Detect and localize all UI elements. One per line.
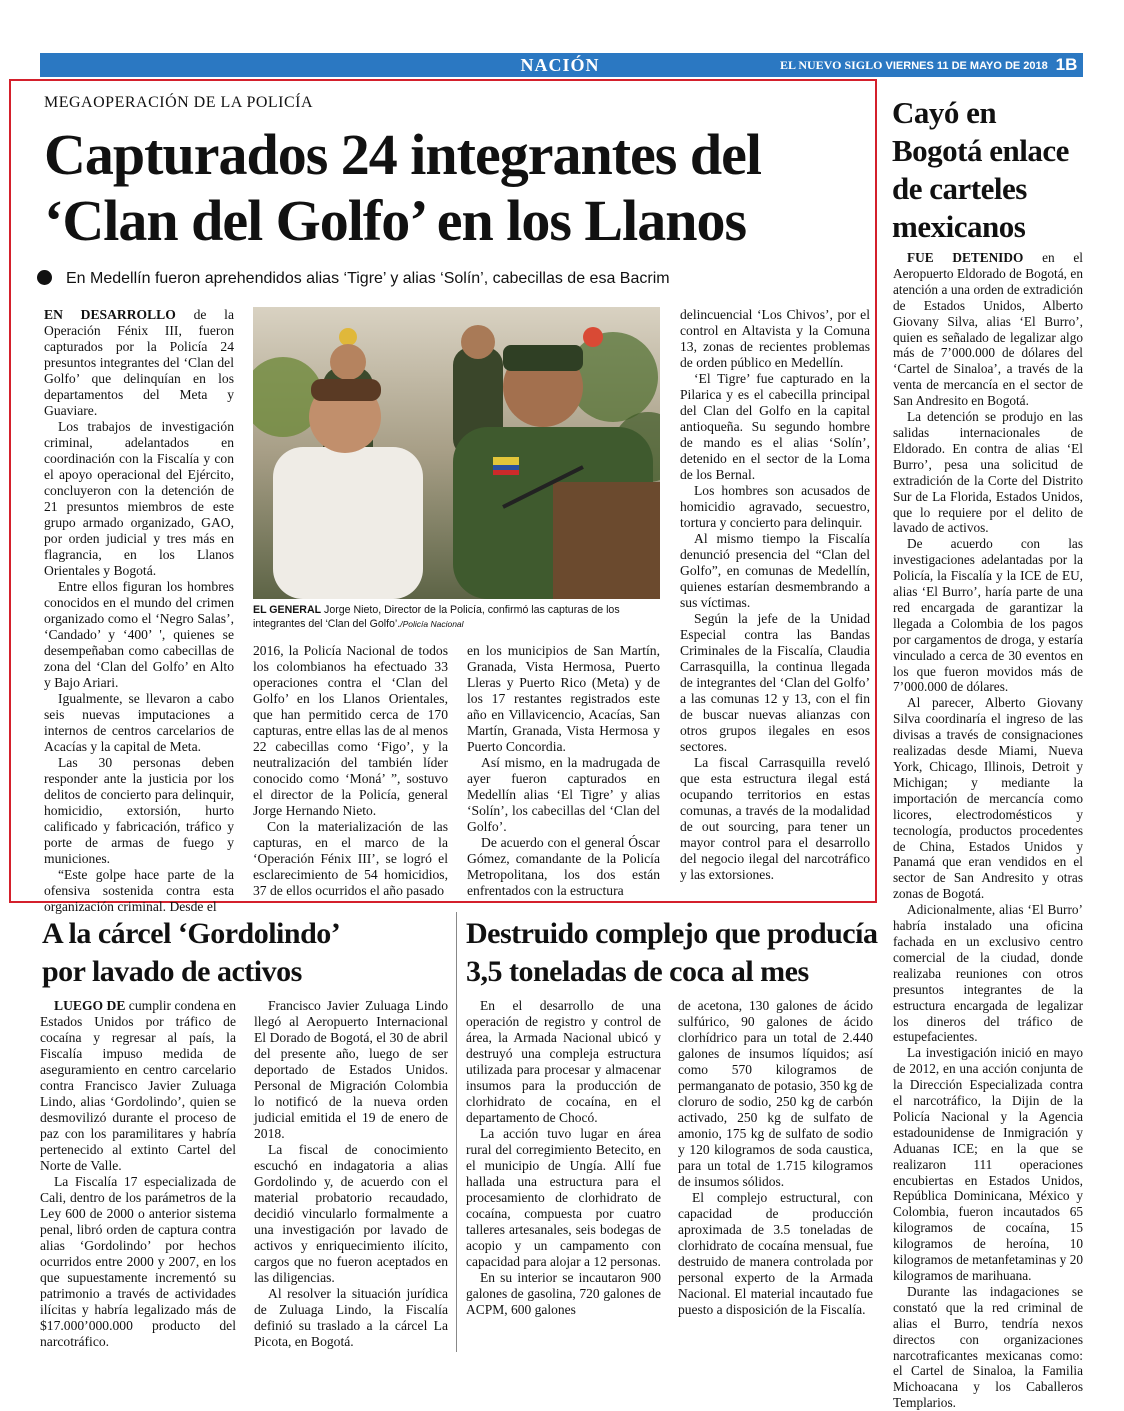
paragraph: Al parecer, Alberto Giovany Silva coordinaría el ingreso de las divisas a través de consignaciones realizadas desde Miami, Nueva York, Chicago, Illinois, Detroit y Michigan; y mediante la importación de mercancía como licores, electrodomésticos y tecnología, productos procedentes de China, Estados Unidos y Panamá que eran vendidos en el sector de San Andresito y otras zonas de Bogotá. xyxy=(893,695,1083,902)
paragraph: La Fiscalía 17 especializada de Cali, dentro de los parámetros de la Ley 600 de 2000 o anterior sistema penal, libró orden de captura contra alias ‘Gordolindo’ por hechos ocurridos entre 2000 y 2007, en los que supuestamente incrementó su patrimonio a través de actividades ilícitas y habría legalizado más de $17.000’000.000 producto del narcotráfico. xyxy=(40,1174,236,1349)
paragraph: “Este golpe hace parte de la ofensiva sostenida contra esta organización criminal. Desde el xyxy=(44,867,234,914)
coca-column-2 xyxy=(678,998,873,1318)
paragraph: De acuerdo con las investigaciones adelantadas por la Policía, la Fiscalía y la ICE de EU, alias ‘El Burro’, haría parte de una red encargada de garantizar la llegada a Colombia de los pagos por cargamentos de droga, y estaría vinculado a cerca de 30 eventos en los que fueron movidos más de 7’000.000 de dólares. xyxy=(893,536,1083,695)
coca-headline: Destruido complejo que producía 3,5 toneladas de coca al mes xyxy=(466,917,878,988)
paragraph: 2016, la Policía Nacional de todos los colombianos ha efectuado 33 operaciones contra el ‘Clan del Golfo’ en los Llanos Orientales, que han permitido cerca de 170 capturas, entre ellas las de al menos 22 cabecillas como ‘Figo’, y la neutralización del también líder conocido como ‘Moná’ ”, sostuvo el director de la Policía, general Jorge Hernando Nieto. xyxy=(253,643,448,818)
paragraph: Al mismo tiempo la Fiscalía denunció presencia del “Clan del Golfo”, en comunas de Medellín, quienes estarían desmembrando a sus víctimas. xyxy=(680,531,870,610)
paragraph: Entre ellos figuran los hombres conocidos en el mundo del crimen organizado como el ‘Negro Salas’, ‘Candado’ y ‘400’ ', quienes se desempeñaban como cabecillas de zona del ‘Clan del Golfo’ en Alto y Bajo Ariari. xyxy=(44,579,234,690)
main-column-2 xyxy=(253,643,448,899)
paragraph: de acetona, 130 galones de ácido sulfúrico, 90 galones de ácido clorhídrico para un total de 2.440 galones de insumos líquidos; así como 570 kilogramos de permanganato de potasio, 350 kg de cloruro de sodio, 250 kg de carbón activado, 250 kg de sulfato de amonio, 175 kg de sulfato de sodio y 120 kilogramos de soda caustica, para un total de 1.715 kilogramos de insumos sólidos. xyxy=(678,998,873,1189)
main-deck-text: En Medellín fueron aprehendidos alias ‘Tigre’ y alias ‘Solín’, cabecillas de esa Bacrim xyxy=(66,270,670,287)
main-headline-line-2: ‘Clan del Golfo’ en los Llanos xyxy=(44,188,747,253)
caption-lead: EL GENERAL xyxy=(253,604,322,616)
paragraph: La fiscal de conocimiento escuchó en indagatoria a alias Gordolindo y, de acuerdo con el material probatorio recaudado, decidió vincularlo formalmente a una investigación por lavado de activos y enriquecimiento ilícito, cargos que no fueron aceptados en las diligencias. xyxy=(254,1142,448,1285)
gordolindo-headline: A la cárcel ‘Gordolindo’ por lavado de activos xyxy=(42,917,341,988)
column-divider xyxy=(456,912,457,1352)
publication-date: VIERNES 11 DE MAYO DE 2018 xyxy=(885,60,1048,72)
paragraph: En el desarrollo de una operación de registro y control de área, la Armada Nacional ubicó y destruyó una compleja estructura utilizada para procesar y almacenar insumos para la producción de clorhidrato de cocaína, en el departamento de Chocó. xyxy=(466,998,661,1125)
paragraph: La investigación inició en mayo de 2012, en una acción conjunta de la Dirección Especializada contra el narcotráfico, la Dijin de la Policía Nacional y la Agencia estadounidense de Inmigración y Aduanas ICE; en la que se realizaron 111 operaciones encubiertas en Estados Unidos, República Dominicana, México y Colombia, fueron incautados 65 kilogramos de cocaína, 15 kilogramos de heroína, 10 kilogramos de metanfetaminas y 20 kilogramos de marihuana. xyxy=(893,1045,1083,1283)
paragraph: delincuencial ‘Los Chivos’, por el control en Altavista y la Comuna 13, zonas de recientes problemas de orden público en Medellín. xyxy=(680,307,870,370)
main-kicker: MEGAOPERACIÓN DE LA POLICÍA xyxy=(44,94,314,111)
side-headline: Cayó en Bogotá enlace de carteles mexicanos xyxy=(892,95,1069,244)
paragraph: Los hombres son acusados de homicidio agravado, secuestro, tortura y concierto para delinquir. xyxy=(680,483,870,530)
section-name: NACIÓN xyxy=(520,55,600,75)
photo-credit: /Policía Nacional xyxy=(400,619,464,629)
main-headline xyxy=(44,122,864,254)
paragraph: EN DESARROLLO de la Operación Fénix III, fueron capturados por la Policía 24 presuntos integrantes del ‘Clan del Golfo’ que delinquían en los departamentos del Meta y Guaviare. xyxy=(44,307,234,418)
paragraph: Igualmente, se llevaron a cabo seis nuevas imputaciones a internos de centros carcelarios de Acacías y la capital de Meta. xyxy=(44,691,234,754)
paragraph: El complejo estructural, con capacidad de producción aproximada de 3.5 toneladas de clorhidrato de cocaína mensual, fue destruido de manera controlada por personal experto de la Armada Nacional. El material incautado fue puesto a disposición de la Fiscalía. xyxy=(678,1190,873,1317)
paragraph: Francisco Javier Zuluaga Lindo llegó al Aeropuerto Internacional El Dorado de Bogotá, el 30 de abril del presente año, luego de ser deportado de Estados Unidos. Personal de Migración Colombia lo notificó de la nueva orden judicial emitida el 19 de enero de 2018. xyxy=(254,998,448,1141)
paragraph: Los trabajos de investigación criminal, adelantados en coordinación con la Fiscalía y con el apoyo operacional del Ejército, concluyeron con la detención de 21 presuntos miembros de este grupo armado organizado, GAO, por orden judicial y tres más en flagrancia, en los Llanos Orientales y Bogotá. xyxy=(44,419,234,578)
main-headline-line-1: Capturados 24 integrantes del xyxy=(44,122,761,187)
side-column xyxy=(893,250,1083,1411)
paragraph: FUE DETENIDO en el Aeropuerto Eldorado de Bogotá, en atención a una orden de extradición de Estados Unidos, Alberto Giovany Silva, alias ‘El Burro’, quien es señalado de legalizar algo más de 7’000.000 de dólares del ‘Cartel de Sinaloa’, a través de la venta de mercancía en el sector de San Andresito en Bogotá. xyxy=(893,250,1083,409)
paragraph: De acuerdo con el general Óscar Gómez, comandante de la Policía Metropolitana, los dos están enfrentados con la estructura xyxy=(467,835,660,898)
lead-word: FUE DETENIDO xyxy=(907,250,1024,265)
bullet-icon xyxy=(37,270,52,285)
coca-column-1 xyxy=(466,998,661,1318)
gordolindo-column-1 xyxy=(40,998,236,1350)
caption-text: Jorge Nieto, Director de la Policía, confirmó las capturas de los integrantes del ‘Clan del Golfo’. xyxy=(253,604,620,630)
paragraph: Según la jefe de la Unidad Especial contra las Bandas Criminales de la Fiscalía, Claudia Carrasquilla, la continua llegada de integrantes del ‘Clan del Golfo’ a las comunas 12 y 13, con el fin de buscar nuevas alianzas con otros grupos ilegales en esos sectores. xyxy=(680,611,870,754)
paragraph: ‘El Tigre’ fue capturado en la Pilarica y es el cabecilla principal del Clan del Golfo en la capital antioqueña. Su segundo hombre de mando es el alias ‘Solín’, detenido en el sector de la Loma de los Bernal. xyxy=(680,371,870,482)
publication-name: EL NUEVO SIGLO xyxy=(780,58,883,72)
main-column-4 xyxy=(680,307,870,883)
page-number: 1B xyxy=(1055,55,1078,74)
paragraph: En su interior se incautaron 900 galones de gasolina, 720 galones de ACPM, 600 galones xyxy=(466,1270,661,1317)
gordolindo-column-2 xyxy=(254,998,448,1350)
paragraph: Las 30 personas deben responder ante la justicia por los delitos de concierto para delinquir, homicidio, extorsión, hurto calificado y fabricación, tráfico y porte de armas de fuego y municiones. xyxy=(44,755,234,866)
paragraph: La acción tuvo lugar en área rural del corregimiento Betecito, en el municipio de Ungía. Allí fue hallada una estructura para el procesamiento de clorhidrato de cocaína, compuesta por cuatro talleres artesanales, seis bodegas de acopio y un campamento con capacidad para alojar a 12 personas. xyxy=(466,1126,661,1269)
paragraph: Adicionalmente, alias ‘El Burro’ habría instalado una oficina fachada en un exclusivo centro comercial de la ciudad, donde realizaba reuniones con otros presuntos integrantes de la estructura encargada de legalizar los dineros del tráfico de estupefacientes. xyxy=(893,902,1083,1045)
main-deck xyxy=(37,270,867,288)
paragraph: Con la materialización de las capturas, en el marco de la ‘Operación Fénix III’, se logró el esclarecimiento de 54 homicidios, 37 de ellos ocurridos el año pasado xyxy=(253,819,448,898)
lead-word: LUEGO DE xyxy=(54,998,126,1013)
police-press-photo xyxy=(253,307,660,599)
photo-illustration xyxy=(253,307,660,599)
paragraph: La fiscal Carrasquilla reveló que esta estructura ilegal está ocupando territorios en estas comunas, a través de la modalidad de out sourcing, para tener un mayor control para el desarrollo del negocio ilegal del narcotráfico y las extorsiones. xyxy=(680,755,870,882)
photo-caption xyxy=(253,603,663,631)
paragraph: Durante las indagaciones se constató que la red criminal de alias el Burro, tendría nexos directos con organizaciones narcotraficantes mexicanas como: el Cartel de Sinaloa, la Familia Michoacana y los Caballeros Templarios. xyxy=(893,1283,1083,1411)
paragraph: Así mismo, en la madrugada de ayer fueron capturados en Medellín alias ‘El Tigre’ y alias ‘Solín’, los cabecillas del ‘Clan del Golfo’. xyxy=(467,755,660,834)
paragraph: Al resolver la situación jurídica de Zuluaga Lindo, la Fiscalía definió su traslado a la cárcel La Picota, en Bogotá. xyxy=(254,1286,448,1349)
paragraph: La detención se produjo en las salidas internacionales de Eldorado. En contra de alias ‘El Burro’, pesa una solicitud de extradición de la Corte del Distrito Sur de La Florida, Estados Unidos, que lo requiere por el delito de lavado de activos. xyxy=(893,409,1083,536)
main-column-3 xyxy=(467,643,660,899)
paragraph: en los municipios de San Martín, Granada, Vista Hermosa, Puerto Lleras y Puerto Rico (Meta) y de los 17 restantes registrados este año en Villavicencio, Acacías, San Martín, Granada, Vista Hermosa y Puerto Concordia. xyxy=(467,643,660,754)
main-column-1 xyxy=(44,307,234,915)
lead-word: EN DESARROLLO xyxy=(44,307,176,322)
publication-line xyxy=(780,53,1048,77)
paragraph: LUEGO DE cumplir condena en Estados Unidos por tráfico de cocaína y regresar al país, la Fiscalía impuso medida de aseguramiento en centro carcelario contra Francisco Javier Zuluaga Lindo, alias ‘Gordolindo’, quien se desmovilizó durante el proceso de paz con los paramilitares y habría pertenecido al extinto Cartel del Norte de Valle. xyxy=(40,998,236,1173)
